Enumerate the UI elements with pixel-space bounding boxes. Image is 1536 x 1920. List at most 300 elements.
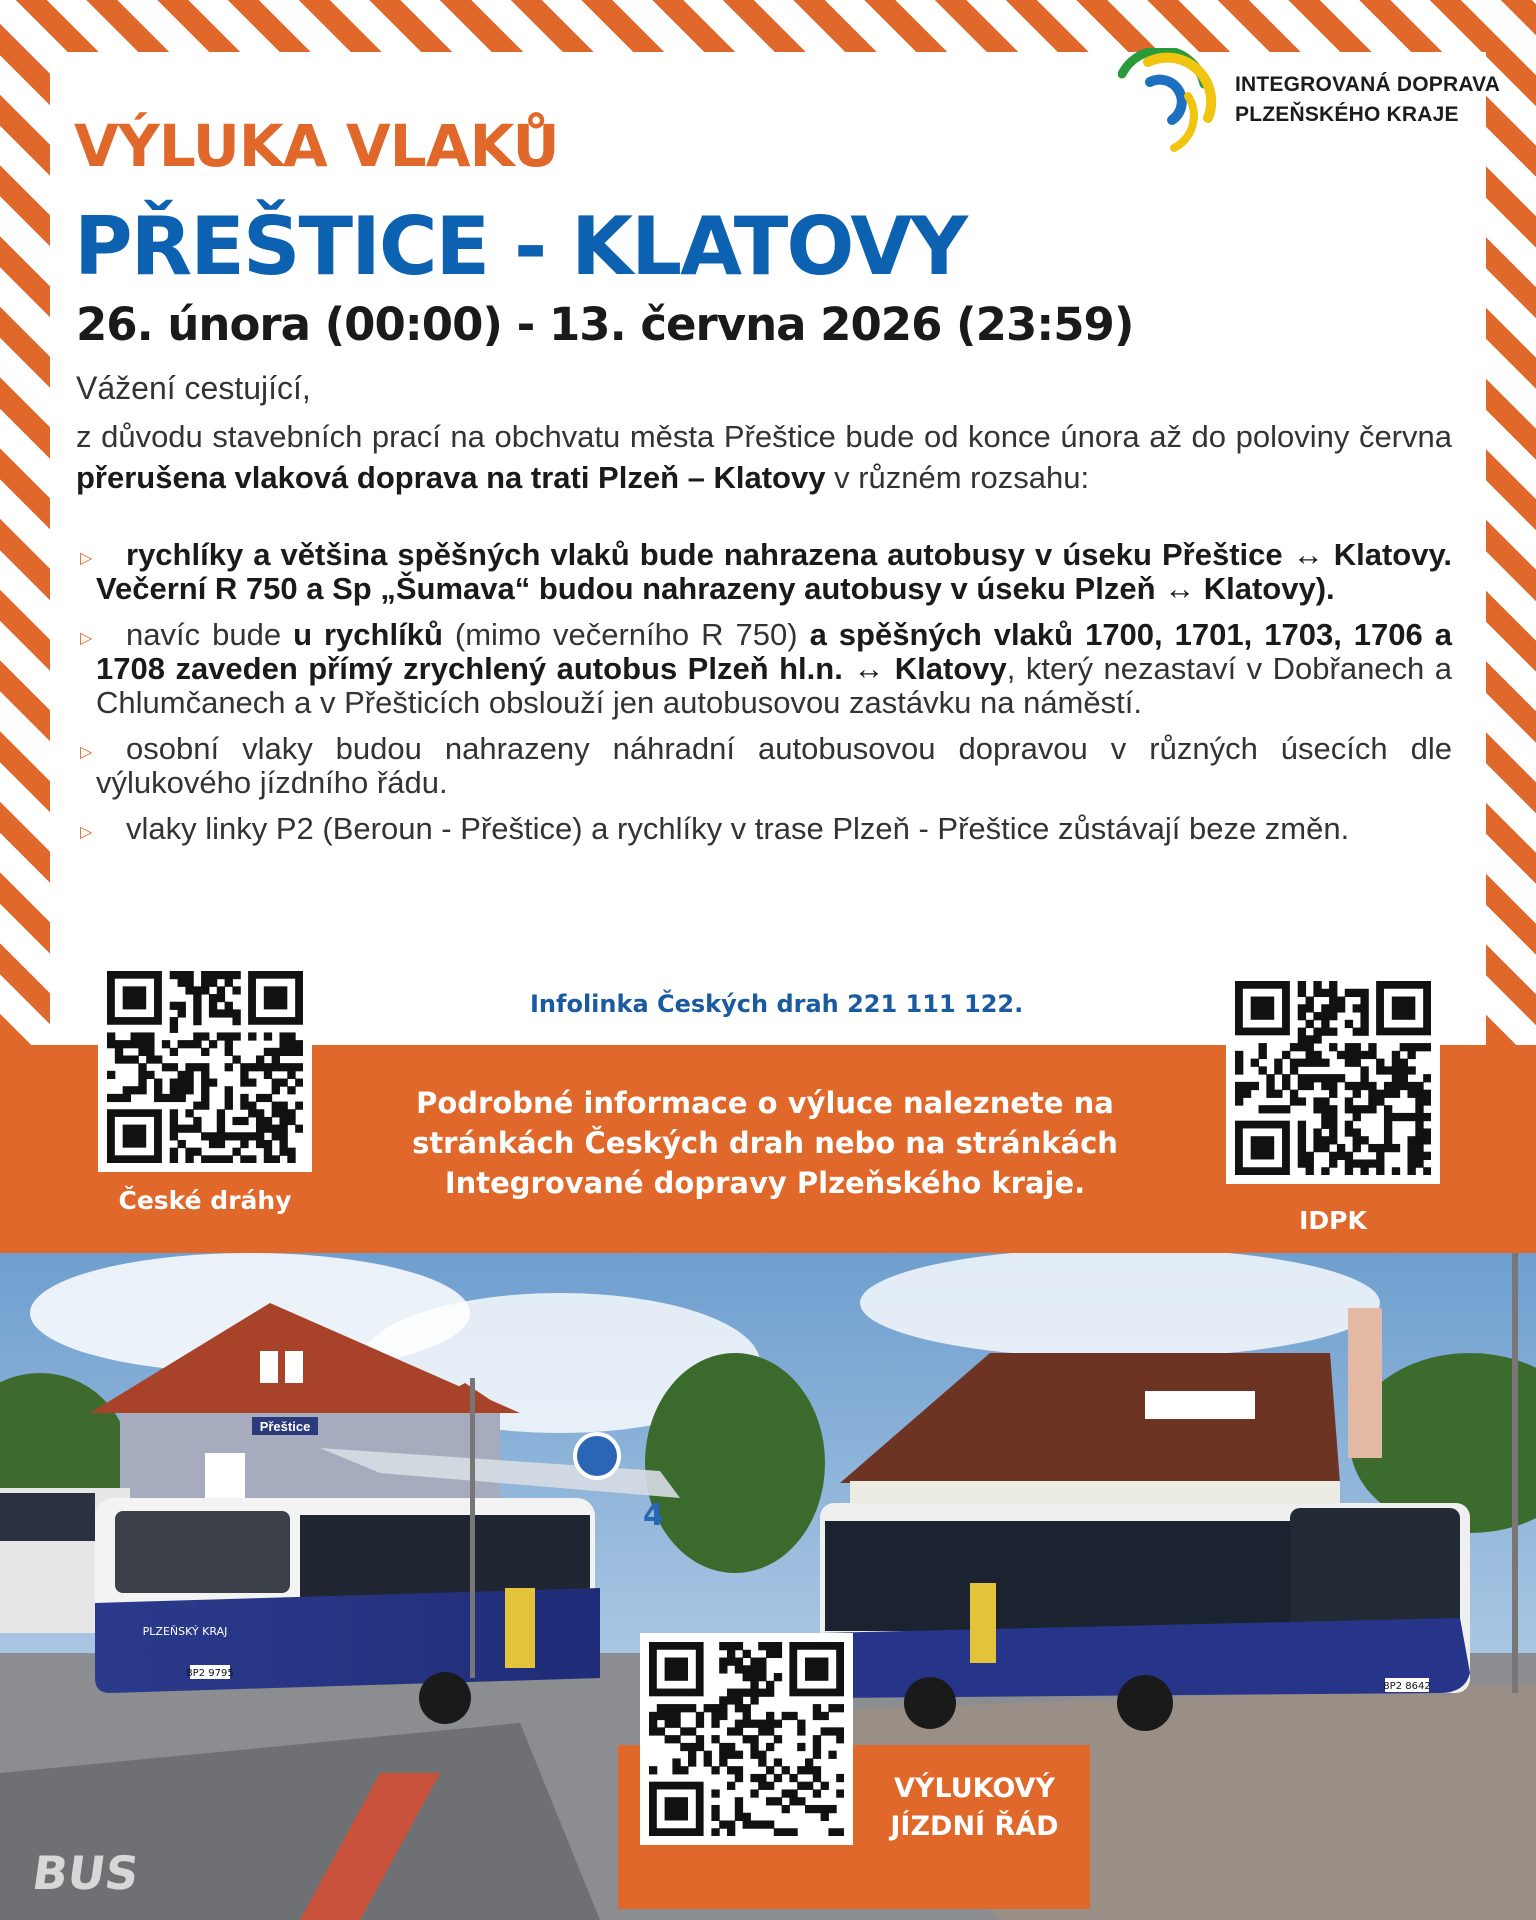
qr-module <box>1235 1066 1243 1074</box>
dormer-window <box>1145 1391 1255 1419</box>
qr-module <box>1329 1028 1337 1036</box>
qr-module <box>727 1820 735 1828</box>
qr-module <box>201 1079 209 1087</box>
qr-code-icon <box>649 1642 844 1836</box>
qr-module <box>225 1002 233 1010</box>
item-text: osobní vlaky budou nahrazeny náhradní autobusovou dopravou v různých úsecích dle výlukového jízdního řádu. <box>96 731 1452 800</box>
qr-module <box>279 1048 287 1056</box>
qr-module <box>1321 1059 1329 1067</box>
list-item <box>80 732 1452 800</box>
qr-module <box>805 1766 813 1774</box>
qr-module <box>1298 1128 1306 1136</box>
qr-module <box>649 1712 657 1720</box>
qr-module <box>836 1774 844 1782</box>
qr-module <box>750 1774 758 1782</box>
qr-module <box>1298 1082 1306 1090</box>
qr-module <box>248 1102 256 1110</box>
qr-module <box>782 1766 790 1774</box>
qr-module <box>232 1055 240 1063</box>
triangle-bullet-icon: ▷ <box>80 550 93 567</box>
qr-module <box>287 1109 295 1117</box>
qr-module <box>1313 1012 1321 1020</box>
qr-module <box>225 1032 233 1040</box>
qr-module <box>295 1079 303 1087</box>
qr-module <box>264 1094 272 1102</box>
qr-module <box>1368 1097 1376 1105</box>
qr-module <box>711 1813 719 1821</box>
qr-module <box>1400 1074 1408 1082</box>
qr-module <box>201 1155 209 1163</box>
qr-module <box>711 1712 719 1720</box>
item-text: navíc bude <box>126 617 294 652</box>
qr-module <box>225 1155 233 1163</box>
qr-module <box>225 1063 233 1071</box>
qr-module <box>193 1102 201 1110</box>
qr-module <box>1290 1059 1298 1067</box>
qr-module <box>201 1094 209 1102</box>
qr-module <box>766 1720 774 1728</box>
bus-left-door <box>505 1588 535 1668</box>
qr-module <box>719 1743 727 1751</box>
qr-module <box>727 1751 735 1759</box>
infoline-phone[interactable]: Infolinka Českých drah 221 111 122. <box>530 990 1024 1018</box>
qr-module <box>1259 1043 1267 1051</box>
qr-module <box>1282 1105 1290 1113</box>
qr-module <box>774 1774 782 1782</box>
qr-module <box>1415 1152 1423 1160</box>
qr-module <box>115 1055 123 1063</box>
qr-module <box>193 1009 201 1017</box>
qr-module <box>1329 1012 1337 1020</box>
qr-module <box>672 1720 680 1728</box>
qr-module <box>1392 1082 1400 1090</box>
qr-module <box>1337 1051 1345 1059</box>
qr-module <box>665 1712 673 1720</box>
qr-module <box>1353 1059 1361 1067</box>
qr-module <box>805 1782 813 1790</box>
qr-module <box>1360 1082 1368 1090</box>
qr-module <box>1423 1097 1431 1105</box>
qr-module <box>1329 1004 1337 1012</box>
qr-module <box>805 1758 813 1766</box>
platform-number: 4 <box>643 1498 664 1533</box>
qr-module <box>1407 1159 1415 1167</box>
qr-module <box>1407 1051 1415 1059</box>
qr-module <box>766 1743 774 1751</box>
qr-module <box>821 1805 829 1813</box>
qr-module <box>240 1094 248 1102</box>
qr-module <box>232 986 240 994</box>
qr-module <box>1345 1121 1353 1129</box>
qr-module <box>719 1820 727 1828</box>
item-text-bold: u rychlíků <box>293 617 443 652</box>
qr-module <box>1274 1090 1282 1098</box>
qr-module <box>758 1820 766 1828</box>
qr-module <box>1345 1097 1353 1105</box>
qr-module <box>789 1712 797 1720</box>
qr-module <box>287 1148 295 1156</box>
qr-module <box>264 1140 272 1148</box>
qr-module <box>1384 1113 1392 1121</box>
qr-module <box>750 1789 758 1797</box>
qr-module <box>1353 1113 1361 1121</box>
qr-module <box>1345 1167 1353 1175</box>
qr-module <box>704 1704 712 1712</box>
qr-module <box>821 1712 829 1720</box>
qr-module <box>1400 1059 1408 1067</box>
qr-module <box>1337 1074 1345 1082</box>
qr-module <box>162 1063 170 1071</box>
qr-module <box>1298 1012 1306 1020</box>
qr-module <box>1353 989 1361 997</box>
bus-stop-sign-icon <box>575 1434 619 1478</box>
qr-module <box>821 1813 829 1821</box>
qr-module <box>1321 1121 1329 1129</box>
intro-text-bold: přerušena vlaková doprava na trati Plzeň – Klatovy <box>76 460 826 495</box>
qr-module <box>1415 1128 1423 1136</box>
qr-module <box>1368 1105 1376 1113</box>
item-text-bold: a spěšných vlaků 1700, 1701, 1703, 1706 a 1708 zaveden přímý zrychlený autobus Plzeň hl.n. ↔ Klatovy <box>96 617 1453 686</box>
qr-finder-core <box>665 1658 688 1681</box>
qr-module <box>1235 1059 1243 1067</box>
qr-module <box>240 1140 248 1148</box>
qr-module <box>1274 1105 1282 1113</box>
qr-module <box>272 1155 280 1163</box>
qr-module <box>1384 1121 1392 1129</box>
qr-module <box>248 1109 256 1117</box>
intro-text-1: z důvodu stavebních prací na obchvatu města Přeštice bude od konce února až do poloviny června <box>76 419 1452 454</box>
qr-module <box>1415 1136 1423 1144</box>
qr-module <box>828 1828 836 1836</box>
qr-module <box>1407 1136 1415 1144</box>
qr-module <box>248 1155 256 1163</box>
timetable-label-line-1: VÝLUKOVÝ <box>894 1773 1055 1804</box>
qr-module <box>836 1704 844 1712</box>
qr-module <box>797 1743 805 1751</box>
qr-module <box>774 1720 782 1728</box>
qr-module <box>657 1704 665 1712</box>
qr-module <box>1353 1004 1361 1012</box>
qr-module <box>240 1132 248 1140</box>
qr-finder-core <box>1251 1136 1275 1159</box>
qr-module <box>735 1727 743 1735</box>
lamp-pole <box>1512 1253 1518 1693</box>
qr-module <box>225 1086 233 1094</box>
qr-module <box>774 1828 782 1836</box>
qr-module <box>225 1132 233 1140</box>
qr-code-ceske-drahy[interactable] <box>98 962 312 1172</box>
qr-module <box>680 1727 688 1735</box>
qr-module <box>248 1032 256 1040</box>
qr-module <box>279 1032 287 1040</box>
qr-module <box>735 1751 743 1759</box>
qr-module <box>813 1789 821 1797</box>
qr-module <box>115 1040 123 1048</box>
list-item <box>80 812 1452 846</box>
qr-module <box>750 1658 758 1666</box>
qr-module <box>217 1032 225 1040</box>
qr-module <box>766 1782 774 1790</box>
qr-module <box>1274 1059 1282 1067</box>
qr-module <box>185 1086 193 1094</box>
qr-module <box>1360 1051 1368 1059</box>
qr-module <box>735 1766 743 1774</box>
bus-right-windows <box>825 1521 1295 1631</box>
qr-module <box>264 1032 272 1040</box>
qr-module <box>1329 1121 1337 1129</box>
qr-module <box>1353 1144 1361 1152</box>
qr-module <box>209 1132 217 1140</box>
qr-module <box>719 1712 727 1720</box>
qr-module <box>1321 1167 1329 1175</box>
timetable-label-line-2: JÍZDNÍ ŘÁD <box>890 1811 1059 1842</box>
qr-module <box>758 1689 766 1697</box>
qr-module <box>719 1665 727 1673</box>
qr-module <box>735 1813 743 1821</box>
qr-module <box>1392 1113 1400 1121</box>
qr-code-timetable[interactable] <box>640 1633 853 1845</box>
qr-module <box>232 1032 240 1040</box>
qr-module <box>727 1642 735 1650</box>
qr-module <box>1321 1020 1329 1028</box>
qr-module <box>1321 1074 1329 1082</box>
window <box>260 1351 278 1383</box>
qr-module <box>1321 1097 1329 1105</box>
qr-code-idpk[interactable] <box>1226 972 1440 1184</box>
qr-finder-core <box>123 1125 147 1148</box>
qr-module <box>1345 1128 1353 1136</box>
list-item <box>80 538 1452 606</box>
qr-module <box>162 1094 170 1102</box>
triangle-bullet-icon: ▷ <box>80 824 93 841</box>
qr-module <box>836 1727 844 1735</box>
qr-module <box>178 979 186 987</box>
qr-module <box>170 1155 178 1163</box>
qr-module <box>766 1681 774 1689</box>
qr-module <box>1392 1051 1400 1059</box>
qr-module <box>154 1086 162 1094</box>
qr-module <box>727 1782 735 1790</box>
qr-module <box>1306 1059 1314 1067</box>
qr-module <box>821 1727 829 1735</box>
qr-module <box>162 1040 170 1048</box>
qr-module <box>743 1735 751 1743</box>
qr-module <box>1360 1136 1368 1144</box>
qr-module <box>225 1040 233 1048</box>
qr-module <box>1360 1020 1368 1028</box>
qr-module <box>1259 1066 1267 1074</box>
idpk-logo-icon <box>1118 48 1218 152</box>
qr-module <box>1251 1059 1259 1067</box>
qr-module <box>107 1040 115 1048</box>
qr-module <box>279 1109 287 1117</box>
qr-module <box>1360 997 1368 1005</box>
qr-module <box>1313 1144 1321 1152</box>
qr-module <box>178 1086 186 1094</box>
qr-module <box>774 1797 782 1805</box>
qr-module <box>719 1751 727 1759</box>
qr-module <box>828 1727 836 1735</box>
qr-module <box>1407 1043 1415 1051</box>
qr-module <box>750 1665 758 1673</box>
qr-module <box>1345 989 1353 997</box>
qr-module <box>1376 1152 1384 1160</box>
qr-module <box>201 1032 209 1040</box>
qr-module <box>201 1071 209 1079</box>
qr-module <box>240 1063 248 1071</box>
qr-module <box>115 1048 123 1056</box>
qr-module <box>1415 1082 1423 1090</box>
qr-module <box>774 1650 782 1658</box>
qr-module <box>107 1071 115 1079</box>
qr-module <box>1313 989 1321 997</box>
qr-module <box>750 1689 758 1697</box>
qr-module <box>178 1002 186 1010</box>
qr-module <box>789 1797 797 1805</box>
qr-module <box>146 1048 154 1056</box>
qr-module <box>828 1805 836 1813</box>
brand-line-2: PLZEŇSKÉHO KRAJE <box>1235 103 1459 126</box>
qr-module <box>1298 1004 1306 1012</box>
qr-module <box>649 1720 657 1728</box>
qr-module <box>1415 1090 1423 1098</box>
qr-module <box>1298 1074 1306 1082</box>
qr-module <box>758 1758 766 1766</box>
qr-module <box>272 1125 280 1133</box>
qr-module <box>1321 1113 1329 1121</box>
qr-module <box>178 1079 186 1087</box>
qr-module <box>665 1720 673 1728</box>
qr-module <box>1345 1152 1353 1160</box>
window <box>285 1351 303 1383</box>
qr-module <box>1329 989 1337 997</box>
qr-module <box>727 1727 735 1735</box>
qr-module <box>209 1040 217 1048</box>
qr-label-left: České dráhy <box>118 1186 292 1215</box>
qr-module <box>146 1032 154 1040</box>
qr-module <box>1329 997 1337 1005</box>
qr-module <box>1266 1105 1274 1113</box>
qr-module <box>170 1002 178 1010</box>
qr-module <box>1345 1043 1353 1051</box>
qr-module <box>154 1079 162 1087</box>
qr-module <box>766 1797 774 1805</box>
qr-module <box>201 986 209 994</box>
qr-module <box>649 1727 657 1735</box>
qr-module <box>217 1125 225 1133</box>
qr-module <box>170 1132 178 1140</box>
bus-wheel <box>419 1672 471 1724</box>
qr-module <box>1360 1066 1368 1074</box>
qr-module <box>813 1751 821 1759</box>
qr-module <box>193 1148 201 1156</box>
qr-module <box>743 1712 751 1720</box>
qr-module <box>743 1704 751 1712</box>
qr-module <box>185 971 193 979</box>
greeting: Vážení cestující, <box>76 370 311 406</box>
qr-module <box>1306 1167 1314 1175</box>
qr-module <box>248 1079 256 1087</box>
qr-module <box>758 1658 766 1666</box>
qr-module <box>178 1040 186 1048</box>
bus-right-door <box>970 1583 996 1663</box>
qr-module <box>279 1117 287 1125</box>
bus-left-brand: PLZEŇSKÝ KRAJ <box>142 1625 228 1638</box>
intro-text-2: v různém rozsahu: <box>825 460 1090 495</box>
qr-module <box>209 1140 217 1148</box>
bus-wheel <box>904 1677 956 1729</box>
qr-module <box>193 1063 201 1071</box>
qr-module <box>1313 1059 1321 1067</box>
qr-module <box>287 1155 295 1163</box>
qr-module <box>727 1828 735 1836</box>
qr-module <box>696 1720 704 1728</box>
qr-module <box>138 1048 146 1056</box>
qr-module <box>735 1689 743 1697</box>
qr-module <box>735 1642 743 1650</box>
qr-module <box>1407 1144 1415 1152</box>
qr-module <box>1360 1004 1368 1012</box>
qr-module <box>758 1751 766 1759</box>
qr-module <box>225 1048 233 1056</box>
item-text: (mimo večerního R 750) <box>442 617 810 652</box>
qr-module <box>131 1032 139 1040</box>
qr-module <box>774 1673 782 1681</box>
qr-module <box>1337 997 1345 1005</box>
qr-module <box>1415 1121 1423 1129</box>
qr-module <box>1345 1082 1353 1090</box>
qr-module <box>750 1743 758 1751</box>
qr-module <box>727 1689 735 1697</box>
qr-module <box>828 1751 836 1759</box>
qr-module <box>688 1758 696 1766</box>
qr-module <box>225 979 233 987</box>
qr-module <box>279 1140 287 1148</box>
qr-module <box>138 1079 146 1087</box>
station-sign-text: Přeštice <box>259 1419 311 1434</box>
qr-module <box>1353 1105 1361 1113</box>
qr-module <box>240 1155 248 1163</box>
qr-module <box>1306 1082 1314 1090</box>
qr-module <box>248 1132 256 1140</box>
qr-module <box>719 1658 727 1666</box>
bus-wheel <box>1117 1675 1173 1731</box>
changes-list <box>80 538 1452 858</box>
qr-module <box>185 1155 193 1163</box>
qr-module <box>154 1055 162 1063</box>
qr-module <box>131 1055 139 1063</box>
qr-module <box>735 1704 743 1712</box>
qr-module <box>750 1820 758 1828</box>
brand-line-1: INTEGROVANÁ DOPRAVA <box>1235 73 1501 96</box>
qr-module <box>782 1789 790 1797</box>
qr-module <box>1306 997 1314 1005</box>
qr-finder-core <box>805 1658 828 1681</box>
qr-module <box>185 1063 193 1071</box>
qr-module <box>813 1743 821 1751</box>
qr-module <box>1235 1051 1243 1059</box>
qr-module <box>836 1828 844 1836</box>
qr-module <box>193 1017 201 1025</box>
qr-module <box>256 1094 264 1102</box>
qr-module <box>193 1002 201 1010</box>
qr-code-icon <box>1235 981 1431 1175</box>
triangle-bullet-icon: ▷ <box>80 630 93 647</box>
qr-module <box>178 971 186 979</box>
bus-left-side-windows <box>300 1515 590 1600</box>
qr-module <box>225 1009 233 1017</box>
qr-module <box>1384 1136 1392 1144</box>
